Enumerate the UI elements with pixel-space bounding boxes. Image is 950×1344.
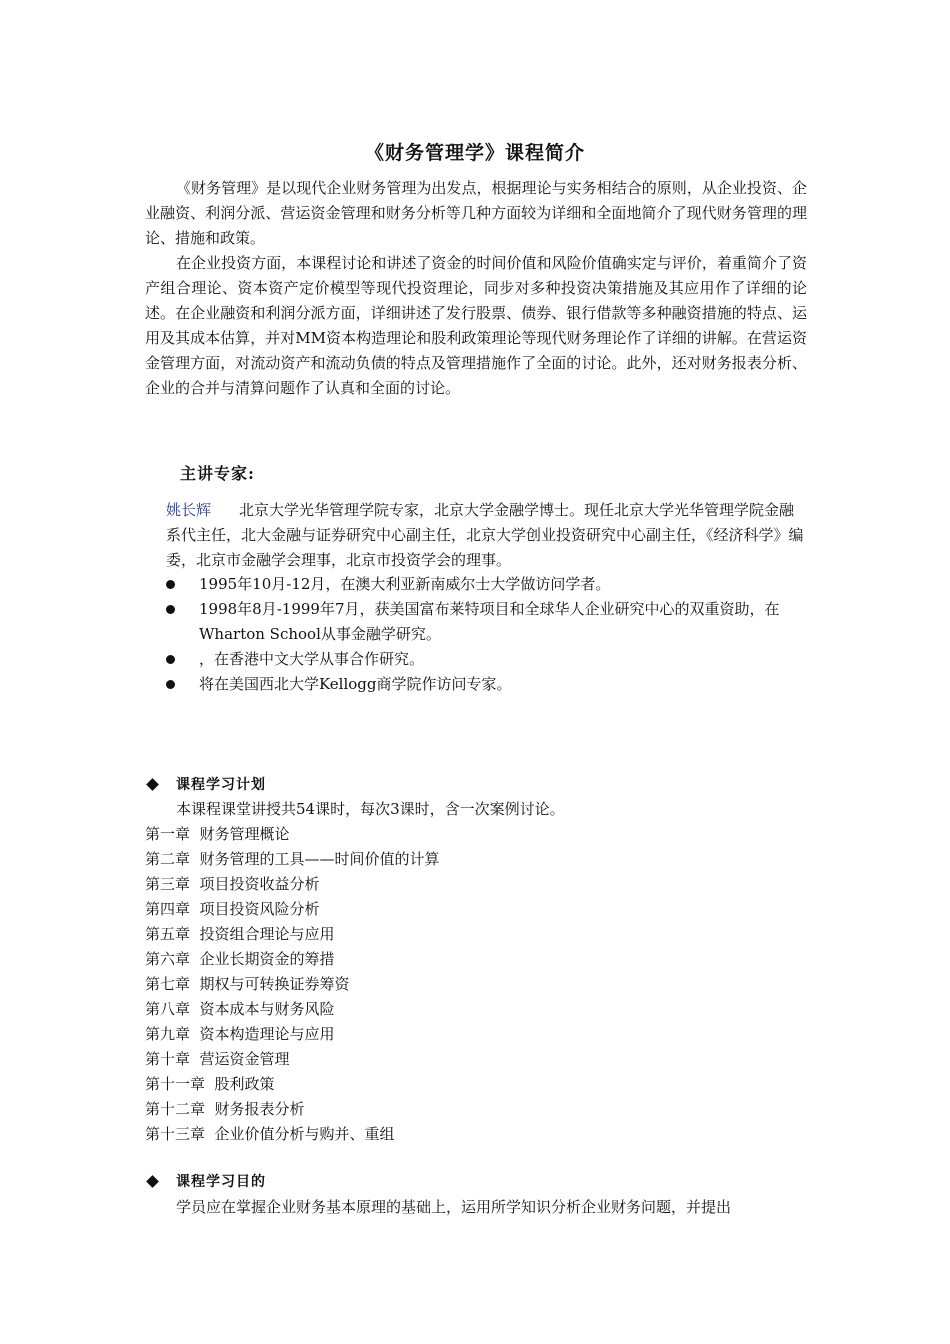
chapter-item: 第三章 项目投资收益分析 (145, 875, 320, 893)
lecturer-bio-text: 北京大学光华管理学院专家，北京大学金融学博士。现任北京大学光华管理学院金融系代主任，北大金融与证券研究中心副主任，北京大学创业投资研究中心副主任，《经济科学》编委，北京市金融学会理事，北京市投资学会的理事。 (166, 501, 804, 569)
list-item (166, 672, 806, 697)
chapter-list (145, 822, 440, 1147)
list-item-text: 将在美国西北大学Kellogg商学院作访问专家。 (199, 675, 512, 693)
goal-text: 学员应在掌握企业财务基本原理的基础上，运用所学知识分析企业财务问题，并提出 (176, 1198, 732, 1216)
chapter-item: 第一章 财务管理概论 (145, 825, 290, 843)
chapter-item: 第七章 期权与可转换证券筹资 (145, 975, 350, 993)
lecturer-bio (166, 498, 806, 573)
document-title: 《财务管理学》课程简介 (364, 142, 585, 164)
bullet-icon (166, 655, 175, 664)
chapter-item: 第二章 财务管理的工具——时间价值的计算 (145, 850, 440, 868)
chapter-item: 第九章 资本构造理论与应用 (145, 1025, 335, 1043)
list-item (166, 647, 806, 672)
chapter-item: 第十三章 企业价值分析与购并、重组 (145, 1125, 395, 1143)
plan-heading-text: 课程学习计划 (176, 777, 266, 793)
chapter-item: 第五章 投资组合理论与应用 (145, 925, 335, 943)
chapter-item: 第八章 资本成本与财务风险 (145, 1000, 335, 1018)
plan-heading (145, 774, 266, 794)
chapter-item: 第十一章 股利政策 (145, 1075, 275, 1093)
diamond-bullet-icon (146, 778, 159, 791)
list-item-text: 1998年8月-1999年7月，获美国富布莱特项目和全球华人企业研究中心的双重资助，在Wharton School从事金融学研究。 (199, 600, 780, 643)
goal-heading (145, 1171, 266, 1191)
bullet-icon (166, 605, 175, 614)
bullet-icon (166, 680, 175, 689)
lecturer-heading: 主讲专家: (180, 464, 255, 483)
plan-intro: 本课程课堂讲授共54课时，每次3课时，含一次案例讨论。 (176, 800, 565, 818)
diamond-bullet-icon (146, 1175, 159, 1188)
chapter-item: 第四章 项目投资风险分析 (145, 900, 320, 918)
intro-paragraph-1: 《财务管理》是以现代企业财务管理为出发点，根据理论与实务相结合的原则，从企业投资、企业融资、利润分派、营运资金管理和财务分析等几种方面较为详细和全面地简介了现代财务管理的理论、措施和政策。 (145, 179, 807, 247)
list-item (166, 597, 806, 647)
goal-heading-text: 课程学习目的 (176, 1174, 266, 1190)
intro-paragraph-2: 在企业投资方面，本课程讨论和讲述了资金的时间价值和风险价值确实定与评价，着重简介了资产组合理论、资本资产定价模型等现代投资理论，同步对多种投资决策措施及其应用作了详细的论述。在企业融资和利润分派方面，详细讲述了发行股票、债券、银行借款等多种融资措施的特点、运用及其成本估算，并对MM资本构造理论和股利政策理论等现代财务理论作了详细的讲解。在营运资金管理方面，对流动资产和流动负债的特点及管理措施作了全面的讨论。此外，还对财务报表分析、企业的合并与清算问题作了认真和全面的讨论。 (145, 254, 807, 397)
lecturer-name: 姚长辉 (166, 501, 212, 519)
lecturer-experience-list (166, 572, 806, 697)
bullet-icon (166, 580, 175, 589)
chapter-item: 第十章 营运资金管理 (145, 1050, 290, 1068)
list-item (166, 572, 806, 597)
chapter-item: 第六章 企业长期资金的筹措 (145, 950, 335, 968)
chapter-item: 第十二章 财务报表分析 (145, 1100, 305, 1118)
list-item-text: 1995年10月-12月，在澳大利亚新南威尔士大学做访问学者。 (199, 575, 611, 593)
list-item-text: ，在香港中文大学从事合作研究。 (199, 650, 425, 668)
